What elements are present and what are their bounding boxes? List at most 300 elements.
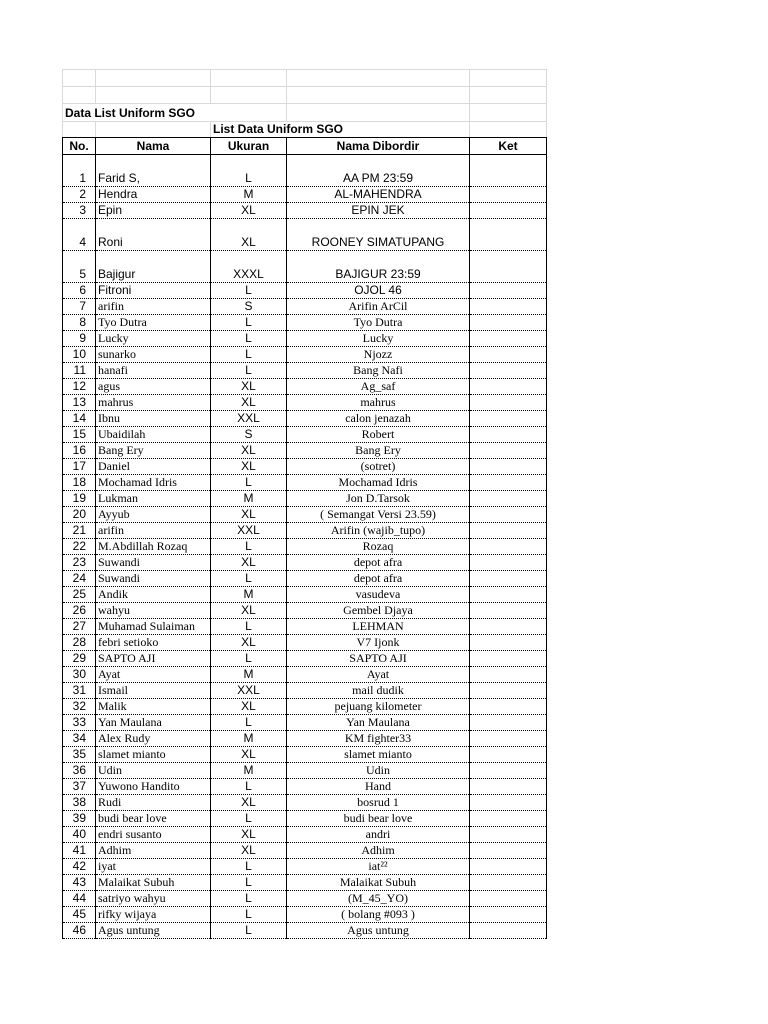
nama-cell[interactable]: hanafi: [96, 363, 211, 379]
table-row: [63, 779, 547, 795]
nama-dibordir-cell[interactable]: Bang Nafi: [287, 363, 470, 379]
ukuran-cell[interactable]: XL: [211, 699, 287, 715]
nama-dibordir-cell[interactable]: V7 Ijonk: [287, 635, 470, 651]
nama-dibordir-cell[interactable]: ( Semangat Versi 23.59): [287, 507, 470, 523]
ket-cell[interactable]: [470, 251, 547, 283]
table-row: [63, 491, 547, 507]
ket-cell[interactable]: [470, 571, 547, 587]
nama-dibordir-cell[interactable]: OJOL 46: [287, 283, 470, 299]
no-cell[interactable]: 5: [63, 251, 96, 283]
no-cell[interactable]: 19: [63, 491, 96, 507]
no-cell[interactable]: 41: [63, 843, 96, 859]
table-row: [63, 347, 547, 363]
nama-dibordir-cell[interactable]: vasudeva: [287, 587, 470, 603]
nama-cell[interactable]: Agus untung: [96, 923, 211, 939]
no-cell[interactable]: 8: [63, 315, 96, 331]
ukuran-cell[interactable]: XL: [211, 555, 287, 571]
header-ket[interactable]: Ket: [470, 138, 547, 155]
ket-cell[interactable]: [470, 363, 547, 379]
table-row: [63, 395, 547, 411]
ukuran-cell[interactable]: XL: [211, 747, 287, 763]
ket-cell[interactable]: [470, 635, 547, 651]
ukuran-cell[interactable]: L: [211, 907, 287, 923]
nama-cell[interactable]: sunarko: [96, 347, 211, 363]
no-cell[interactable]: 37: [63, 779, 96, 795]
table-row: [63, 731, 547, 747]
nama-dibordir-cell[interactable]: LEHMAN: [287, 619, 470, 635]
no-cell[interactable]: 14: [63, 411, 96, 427]
cell[interactable]: [287, 104, 470, 122]
ukuran-cell[interactable]: XL: [211, 395, 287, 411]
nama-dibordir-cell[interactable]: (M_45_YO): [287, 891, 470, 907]
ket-cell[interactable]: [470, 491, 547, 507]
nama-dibordir-cell[interactable]: Mochamad Idris: [287, 475, 470, 491]
nama-dibordir-cell[interactable]: BAJIGUR 23:59: [287, 251, 470, 283]
nama-dibordir-cell[interactable]: Jon D.Tarsok: [287, 491, 470, 507]
table-row: [63, 331, 547, 347]
ket-cell[interactable]: [470, 523, 547, 539]
ket-cell[interactable]: [470, 731, 547, 747]
ukuran-cell[interactable]: XL: [211, 203, 287, 219]
nama-cell[interactable]: M.Abdillah Rozaq: [96, 539, 211, 555]
ukuran-cell[interactable]: L: [211, 571, 287, 587]
nama-dibordir-cell[interactable]: depot afra: [287, 555, 470, 571]
nama-cell[interactable]: Fitroni: [96, 283, 211, 299]
ket-cell[interactable]: [470, 699, 547, 715]
no-cell[interactable]: 18: [63, 475, 96, 491]
ukuran-cell[interactable]: XXL: [211, 683, 287, 699]
ukuran-cell[interactable]: M: [211, 667, 287, 683]
no-cell[interactable]: 11: [63, 363, 96, 379]
nama-dibordir-cell[interactable]: Gembel Djaya: [287, 603, 470, 619]
nama-dibordir-cell[interactable]: ( bolang #093 ): [287, 907, 470, 923]
nama-dibordir-cell[interactable]: iat²²: [287, 859, 470, 875]
uniform-table: [62, 69, 547, 939]
ket-cell[interactable]: [470, 875, 547, 891]
nama-dibordir-cell[interactable]: Agus untung: [287, 923, 470, 939]
cell[interactable]: [63, 87, 96, 104]
cell[interactable]: [211, 70, 287, 87]
ket-cell[interactable]: [470, 603, 547, 619]
ukuran-cell[interactable]: L: [211, 539, 287, 555]
no-cell[interactable]: 29: [63, 651, 96, 667]
no-cell[interactable]: 17: [63, 459, 96, 475]
nama-cell[interactable]: Ismail: [96, 683, 211, 699]
no-cell[interactable]: 34: [63, 731, 96, 747]
nama-cell[interactable]: Roni: [96, 219, 211, 251]
table-row: [63, 555, 547, 571]
no-cell[interactable]: 24: [63, 571, 96, 587]
nama-dibordir-cell[interactable]: Hand: [287, 779, 470, 795]
ukuran-cell[interactable]: L: [211, 283, 287, 299]
no-cell[interactable]: 45: [63, 907, 96, 923]
nama-cell[interactable]: Ayat: [96, 667, 211, 683]
no-cell[interactable]: 23: [63, 555, 96, 571]
ukuran-cell[interactable]: M: [211, 763, 287, 779]
nama-cell[interactable]: Malaikat Subuh: [96, 875, 211, 891]
ket-cell[interactable]: [470, 203, 547, 219]
nama-dibordir-cell[interactable]: budi bear love: [287, 811, 470, 827]
nama-cell[interactable]: Suwandi: [96, 571, 211, 587]
nama-cell[interactable]: Lucky: [96, 331, 211, 347]
ukuran-cell[interactable]: M: [211, 731, 287, 747]
cell[interactable]: [96, 70, 211, 87]
table-row: [63, 379, 547, 395]
table-row: [63, 523, 547, 539]
no-cell[interactable]: 38: [63, 795, 96, 811]
no-cell[interactable]: 43: [63, 875, 96, 891]
nama-dibordir-cell[interactable]: mahrus: [287, 395, 470, 411]
table-row: [63, 459, 547, 475]
nama-cell[interactable]: Epin: [96, 203, 211, 219]
nama-dibordir-cell[interactable]: Njozz: [287, 347, 470, 363]
ket-cell[interactable]: [470, 923, 547, 939]
ket-cell[interactable]: [470, 155, 547, 187]
ket-cell[interactable]: [470, 555, 547, 571]
cell[interactable]: [211, 87, 287, 104]
ket-cell[interactable]: [470, 315, 547, 331]
nama-cell[interactable]: Suwandi: [96, 555, 211, 571]
ket-cell[interactable]: [470, 299, 547, 315]
table-row: [63, 427, 547, 443]
ukuran-cell[interactable]: XL: [211, 635, 287, 651]
ket-cell[interactable]: [470, 443, 547, 459]
nama-cell[interactable]: Muhamad Sulaiman: [96, 619, 211, 635]
ket-cell[interactable]: [470, 507, 547, 523]
ukuran-cell[interactable]: XL: [211, 603, 287, 619]
ukuran-cell[interactable]: XL: [211, 379, 287, 395]
nama-cell[interactable]: Lukman: [96, 491, 211, 507]
nama-cell[interactable]: slamet mianto: [96, 747, 211, 763]
ukuran-cell[interactable]: L: [211, 779, 287, 795]
cell[interactable]: [470, 70, 547, 87]
nama-dibordir-cell[interactable]: EPIN JEK: [287, 203, 470, 219]
sheet-title-row: [63, 104, 547, 122]
nama-dibordir-cell[interactable]: (sotret): [287, 459, 470, 475]
nama-cell[interactable]: wahyu: [96, 603, 211, 619]
ket-cell[interactable]: [470, 859, 547, 875]
nama-dibordir-cell[interactable]: Lucky: [287, 331, 470, 347]
ket-cell[interactable]: [470, 891, 547, 907]
nama-cell[interactable]: Ayyub: [96, 507, 211, 523]
table-row: [63, 251, 547, 283]
nama-dibordir-cell[interactable]: KM fighter33: [287, 731, 470, 747]
nama-dibordir-cell[interactable]: pejuang kilometer: [287, 699, 470, 715]
ukuran-cell[interactable]: XL: [211, 827, 287, 843]
table-row: [63, 667, 547, 683]
no-cell[interactable]: 32: [63, 699, 96, 715]
table-row: [63, 875, 547, 891]
nama-cell[interactable]: Ubaidilah: [96, 427, 211, 443]
no-cell[interactable]: 21: [63, 523, 96, 539]
no-cell[interactable]: 16: [63, 443, 96, 459]
table-row: [63, 683, 547, 699]
no-cell[interactable]: 13: [63, 395, 96, 411]
ukuran-cell[interactable]: L: [211, 859, 287, 875]
no-cell[interactable]: 12: [63, 379, 96, 395]
ket-cell[interactable]: [470, 811, 547, 827]
ket-cell[interactable]: [470, 779, 547, 795]
no-cell[interactable]: 27: [63, 619, 96, 635]
header-nama-dibordir[interactable]: Nama Dibordir: [287, 138, 470, 155]
no-cell[interactable]: 3: [63, 203, 96, 219]
sheet-title[interactable]: Data List Uniform SGO: [63, 104, 287, 122]
ukuran-cell[interactable]: L: [211, 347, 287, 363]
ket-cell[interactable]: [470, 347, 547, 363]
table-row: [63, 747, 547, 763]
ukuran-cell[interactable]: L: [211, 715, 287, 731]
table-row: [63, 715, 547, 731]
nama-cell[interactable]: Ibnu: [96, 411, 211, 427]
table-row: [63, 155, 547, 187]
nama-cell[interactable]: iyat: [96, 859, 211, 875]
nama-cell[interactable]: Yan Maulana: [96, 715, 211, 731]
no-cell[interactable]: 22: [63, 539, 96, 555]
ukuran-cell[interactable]: XL: [211, 443, 287, 459]
ukuran-cell[interactable]: S: [211, 427, 287, 443]
nama-cell[interactable]: Hendra: [96, 187, 211, 203]
no-cell[interactable]: 28: [63, 635, 96, 651]
ket-cell[interactable]: [470, 651, 547, 667]
no-cell[interactable]: 7: [63, 299, 96, 315]
nama-cell[interactable]: mahrus: [96, 395, 211, 411]
nama-cell[interactable]: Adhim: [96, 843, 211, 859]
ukuran-cell[interactable]: L: [211, 651, 287, 667]
nama-cell[interactable]: Daniel: [96, 459, 211, 475]
nama-dibordir-cell[interactable]: Bang Ery: [287, 443, 470, 459]
no-cell[interactable]: 44: [63, 891, 96, 907]
cell[interactable]: [96, 122, 211, 138]
nama-cell[interactable]: Alex Rudy: [96, 731, 211, 747]
table-row: [63, 923, 547, 939]
no-cell[interactable]: 42: [63, 859, 96, 875]
ukuran-cell[interactable]: XL: [211, 459, 287, 475]
cell[interactable]: [287, 87, 470, 104]
no-cell[interactable]: 1: [63, 155, 96, 187]
no-cell[interactable]: 2: [63, 187, 96, 203]
ket-cell[interactable]: [470, 587, 547, 603]
table-row: [63, 619, 547, 635]
table-row: [63, 635, 547, 651]
nama-dibordir-cell[interactable]: Robert: [287, 427, 470, 443]
nama-dibordir-cell[interactable]: Ag_saf: [287, 379, 470, 395]
table-row: [63, 843, 547, 859]
ukuran-cell[interactable]: XL: [211, 843, 287, 859]
ket-cell[interactable]: [470, 539, 547, 555]
nama-dibordir-cell[interactable]: Arifin ArCil: [287, 299, 470, 315]
cell[interactable]: [287, 70, 470, 87]
nama-dibordir-cell[interactable]: ROONEY SIMATUPANG: [287, 219, 470, 251]
nama-cell[interactable]: arifin: [96, 299, 211, 315]
no-cell[interactable]: 31: [63, 683, 96, 699]
ket-cell[interactable]: [470, 459, 547, 475]
ukuran-cell[interactable]: XXL: [211, 523, 287, 539]
nama-dibordir-cell[interactable]: Arifin (wajib_tupo): [287, 523, 470, 539]
table-row: [63, 507, 547, 523]
no-cell[interactable]: 35: [63, 747, 96, 763]
nama-cell[interactable]: Yuwono Handito: [96, 779, 211, 795]
table-row: [63, 315, 547, 331]
cell[interactable]: [63, 122, 96, 138]
ket-cell[interactable]: [470, 427, 547, 443]
nama-dibordir-cell[interactable]: mail dudik: [287, 683, 470, 699]
ukuran-cell[interactable]: XL: [211, 219, 287, 251]
ukuran-cell[interactable]: M: [211, 587, 287, 603]
nama-cell[interactable]: Andik: [96, 587, 211, 603]
no-cell[interactable]: 30: [63, 667, 96, 683]
no-cell[interactable]: 46: [63, 923, 96, 939]
spreadsheet: [62, 69, 546, 939]
cell[interactable]: [63, 70, 96, 87]
no-cell[interactable]: 4: [63, 219, 96, 251]
ukuran-cell[interactable]: M: [211, 187, 287, 203]
table-row: [63, 587, 547, 603]
no-cell[interactable]: 6: [63, 283, 96, 299]
table-row: [63, 203, 547, 219]
no-cell[interactable]: 40: [63, 827, 96, 843]
nama-cell[interactable]: Bang Ery: [96, 443, 211, 459]
ket-cell[interactable]: [470, 907, 547, 923]
nama-cell[interactable]: Malik: [96, 699, 211, 715]
table-row: [63, 443, 547, 459]
ket-cell[interactable]: [470, 715, 547, 731]
nama-cell[interactable]: Tyo Dutra: [96, 315, 211, 331]
ukuran-cell[interactable]: XL: [211, 795, 287, 811]
nama-cell[interactable]: Udin: [96, 763, 211, 779]
table-row: [63, 795, 547, 811]
table-row: [63, 603, 547, 619]
cell[interactable]: [470, 104, 547, 122]
nama-dibordir-cell[interactable]: depot afra: [287, 571, 470, 587]
ket-cell[interactable]: [470, 843, 547, 859]
nama-cell[interactable]: agus: [96, 379, 211, 395]
nama-dibordir-cell[interactable]: SAPTO AJI: [287, 651, 470, 667]
nama-dibordir-cell[interactable]: slamet mianto: [287, 747, 470, 763]
table-row: [63, 763, 547, 779]
nama-dibordir-cell[interactable]: Ayat: [287, 667, 470, 683]
table-row: [63, 907, 547, 923]
ukuran-cell[interactable]: XL: [211, 507, 287, 523]
ket-cell[interactable]: [470, 619, 547, 635]
table-row: [63, 411, 547, 427]
table-row: [63, 651, 547, 667]
header-row: [63, 138, 547, 155]
ket-cell[interactable]: [470, 411, 547, 427]
ukuran-cell[interactable]: L: [211, 331, 287, 347]
ket-cell[interactable]: [470, 795, 547, 811]
nama-dibordir-cell[interactable]: AL-MAHENDRA: [287, 187, 470, 203]
ukuran-cell[interactable]: L: [211, 923, 287, 939]
header-ukuran[interactable]: Ukuran: [211, 138, 287, 155]
no-cell[interactable]: 33: [63, 715, 96, 731]
table-row: [63, 299, 547, 315]
nama-cell[interactable]: budi bear love: [96, 811, 211, 827]
no-cell[interactable]: 10: [63, 347, 96, 363]
nama-cell[interactable]: SAPTO AJI: [96, 651, 211, 667]
no-cell[interactable]: 20: [63, 507, 96, 523]
nama-dibordir-cell[interactable]: Tyo Dutra: [287, 315, 470, 331]
header-no[interactable]: No.: [63, 138, 96, 155]
empty-row: [63, 70, 547, 87]
ket-cell[interactable]: [470, 667, 547, 683]
cell[interactable]: [470, 87, 547, 104]
ukuran-cell[interactable]: L: [211, 475, 287, 491]
ukuran-cell[interactable]: S: [211, 299, 287, 315]
ukuran-cell[interactable]: L: [211, 891, 287, 907]
table-row: [63, 827, 547, 843]
ket-cell[interactable]: [470, 395, 547, 411]
ukuran-cell[interactable]: XXXL: [211, 251, 287, 283]
ukuran-cell[interactable]: L: [211, 155, 287, 187]
ket-cell[interactable]: [470, 475, 547, 491]
nama-cell[interactable]: Farid S,: [96, 155, 211, 187]
nama-cell[interactable]: Rudi: [96, 795, 211, 811]
ukuran-cell[interactable]: M: [211, 491, 287, 507]
nama-dibordir-cell[interactable]: calon jenazah: [287, 411, 470, 427]
cell[interactable]: [470, 122, 547, 138]
nama-cell[interactable]: satriyo wahyu: [96, 891, 211, 907]
nama-cell[interactable]: Bajigur: [96, 251, 211, 283]
ukuran-cell[interactable]: L: [211, 875, 287, 891]
table-row: [63, 699, 547, 715]
no-cell[interactable]: 26: [63, 603, 96, 619]
no-cell[interactable]: 36: [63, 763, 96, 779]
nama-dibordir-cell[interactable]: bosrud 1: [287, 795, 470, 811]
nama-dibordir-cell[interactable]: Rozaq: [287, 539, 470, 555]
nama-cell[interactable]: endri susanto: [96, 827, 211, 843]
ukuran-cell[interactable]: L: [211, 315, 287, 331]
nama-dibordir-cell[interactable]: Malaikat Subuh: [287, 875, 470, 891]
ket-cell[interactable]: [470, 683, 547, 699]
nama-dibordir-cell[interactable]: andri: [287, 827, 470, 843]
ket-cell[interactable]: [470, 747, 547, 763]
ket-cell[interactable]: [470, 219, 547, 251]
no-cell[interactable]: 15: [63, 427, 96, 443]
table-row: [63, 363, 547, 379]
nama-dibordir-cell[interactable]: Adhim: [287, 843, 470, 859]
table-row: [63, 859, 547, 875]
nama-cell[interactable]: febri setioko: [96, 635, 211, 651]
ukuran-cell[interactable]: L: [211, 811, 287, 827]
nama-cell[interactable]: rifky wijaya: [96, 907, 211, 923]
ukuran-cell[interactable]: XXL: [211, 411, 287, 427]
no-cell[interactable]: 25: [63, 587, 96, 603]
ket-cell[interactable]: [470, 827, 547, 843]
empty-row: [63, 87, 547, 104]
nama-cell[interactable]: Mochamad Idris: [96, 475, 211, 491]
ukuran-cell[interactable]: L: [211, 363, 287, 379]
ket-cell[interactable]: [470, 379, 547, 395]
table-row: [63, 187, 547, 203]
cell[interactable]: [96, 87, 211, 104]
no-cell[interactable]: 39: [63, 811, 96, 827]
nama-dibordir-cell[interactable]: AA PM 23:59: [287, 155, 470, 187]
ket-cell[interactable]: [470, 283, 547, 299]
no-cell[interactable]: 9: [63, 331, 96, 347]
table-row: [63, 475, 547, 491]
ket-cell[interactable]: [470, 331, 547, 347]
nama-dibordir-cell[interactable]: Yan Maulana: [287, 715, 470, 731]
table-row: [63, 891, 547, 907]
table-row: [63, 283, 547, 299]
ket-cell[interactable]: [470, 187, 547, 203]
nama-cell[interactable]: arifin: [96, 523, 211, 539]
header-nama[interactable]: Nama: [96, 138, 211, 155]
ket-cell[interactable]: [470, 763, 547, 779]
ukuran-cell[interactable]: L: [211, 619, 287, 635]
list-title[interactable]: List Data Uniform SGO: [211, 122, 470, 138]
nama-dibordir-cell[interactable]: Udin: [287, 763, 470, 779]
